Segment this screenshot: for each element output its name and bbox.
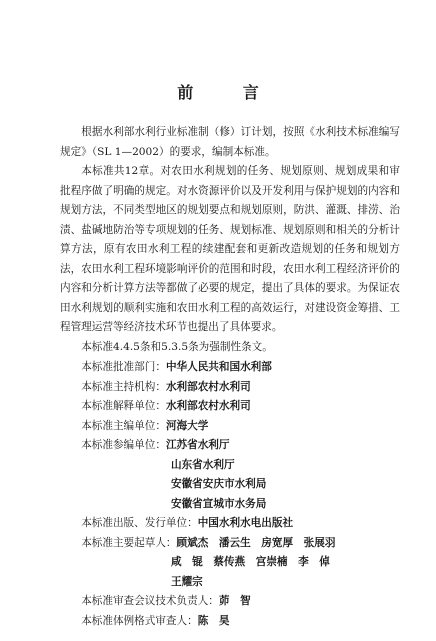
interpret-value: 水利部农村水利司 [165,400,251,412]
paragraph-mandatory: 本标准4.4.5条和5.3.5条为强制性条文。 [81,340,273,353]
publisher-label: 本标准出版、发行单位： [81,517,198,529]
participant-item: 安徽省安庆市水利局 [171,478,267,490]
drafters-row-3 [60,573,410,593]
approve-value: 中华人民共和国水利部 [165,361,272,373]
participants-label: 本标准参编单位： [81,439,166,451]
info-publisher [60,514,410,534]
info-host [60,378,410,398]
host-label: 本标准主持机构： [81,380,166,393]
format-value: 陈 昊 [197,614,230,627]
drafters-line-3: 王耀宗 [171,575,203,588]
host-value: 水利部农村水利司 [165,380,251,393]
drafters-line-1: 顾斌杰 潘云生 房宽厚 张展羽 [176,536,336,549]
info-approve [60,358,410,378]
paragraph-basis: 根据水利部水利行业标准制（修）订计划，按照《水利技术标准编写规定》（SL 1—2002）的要求，编制本标准。 [60,126,400,158]
info-participants [60,436,410,456]
paragraph-content: 本标准共12章。对农田水利规划的任务、规划原则、规划成果和审批程序做了明确的规定。对水资源评价以及开发利用与保护规划的内容和规划方法，不同类型地区的规划要点和规划原则，防洪、灌溉、排涝、治渍、盐碱地防治等专项规划的任务、规划标准、规划原则和相关的分析计算方法，原有农田水利工程的续建配套和更新改造规划的任务和规划方法，农田水利工程环境影响评价的范围和时段，农田水利工程经济评价的内容和分析计算方法等都做了必要的规定，提出了具体的要求。为保证农田水利规划的顺利实施和农田水利工程的高效运行，对建设资金筹措、工程管理运营等经济技术环节也提出了具体要求。 [60,165,400,333]
participant-item: 江苏省水利厅 [165,439,230,451]
info-interpret [60,397,410,417]
page-title: 前 言 [177,83,281,102]
editor-label: 本标准主编单位： [81,419,166,432]
review-label: 本标准审查会议技术负责人： [81,595,219,607]
info-editor [60,417,410,437]
participant-item: 山东省水利厅 [171,458,235,471]
approve-label: 本标准批准部门： [81,361,166,373]
drafters-label: 本标准主要起草人： [81,536,177,549]
review-value: 茆 智 [218,595,251,607]
info-drafters [60,534,410,554]
drafters-row-2 [60,553,410,573]
editor-value: 河海大学 [165,419,209,432]
publisher-value: 中国水利水电出版社 [197,517,294,529]
participant-row [60,456,410,476]
interpret-label: 本标准解释单位： [81,400,166,412]
participant-item: 安徽省宣城市水务局 [171,497,267,510]
preface-body [60,123,400,357]
info-format [60,612,410,632]
info-review [60,592,410,612]
standard-info [60,358,410,631]
drafters-line-2: 咸 锟 蔡传燕 宫崇楠 李 倬 [171,556,330,568]
participant-row [60,495,410,515]
format-label: 本标准体例格式审查人： [81,614,198,627]
participant-row [60,475,410,495]
